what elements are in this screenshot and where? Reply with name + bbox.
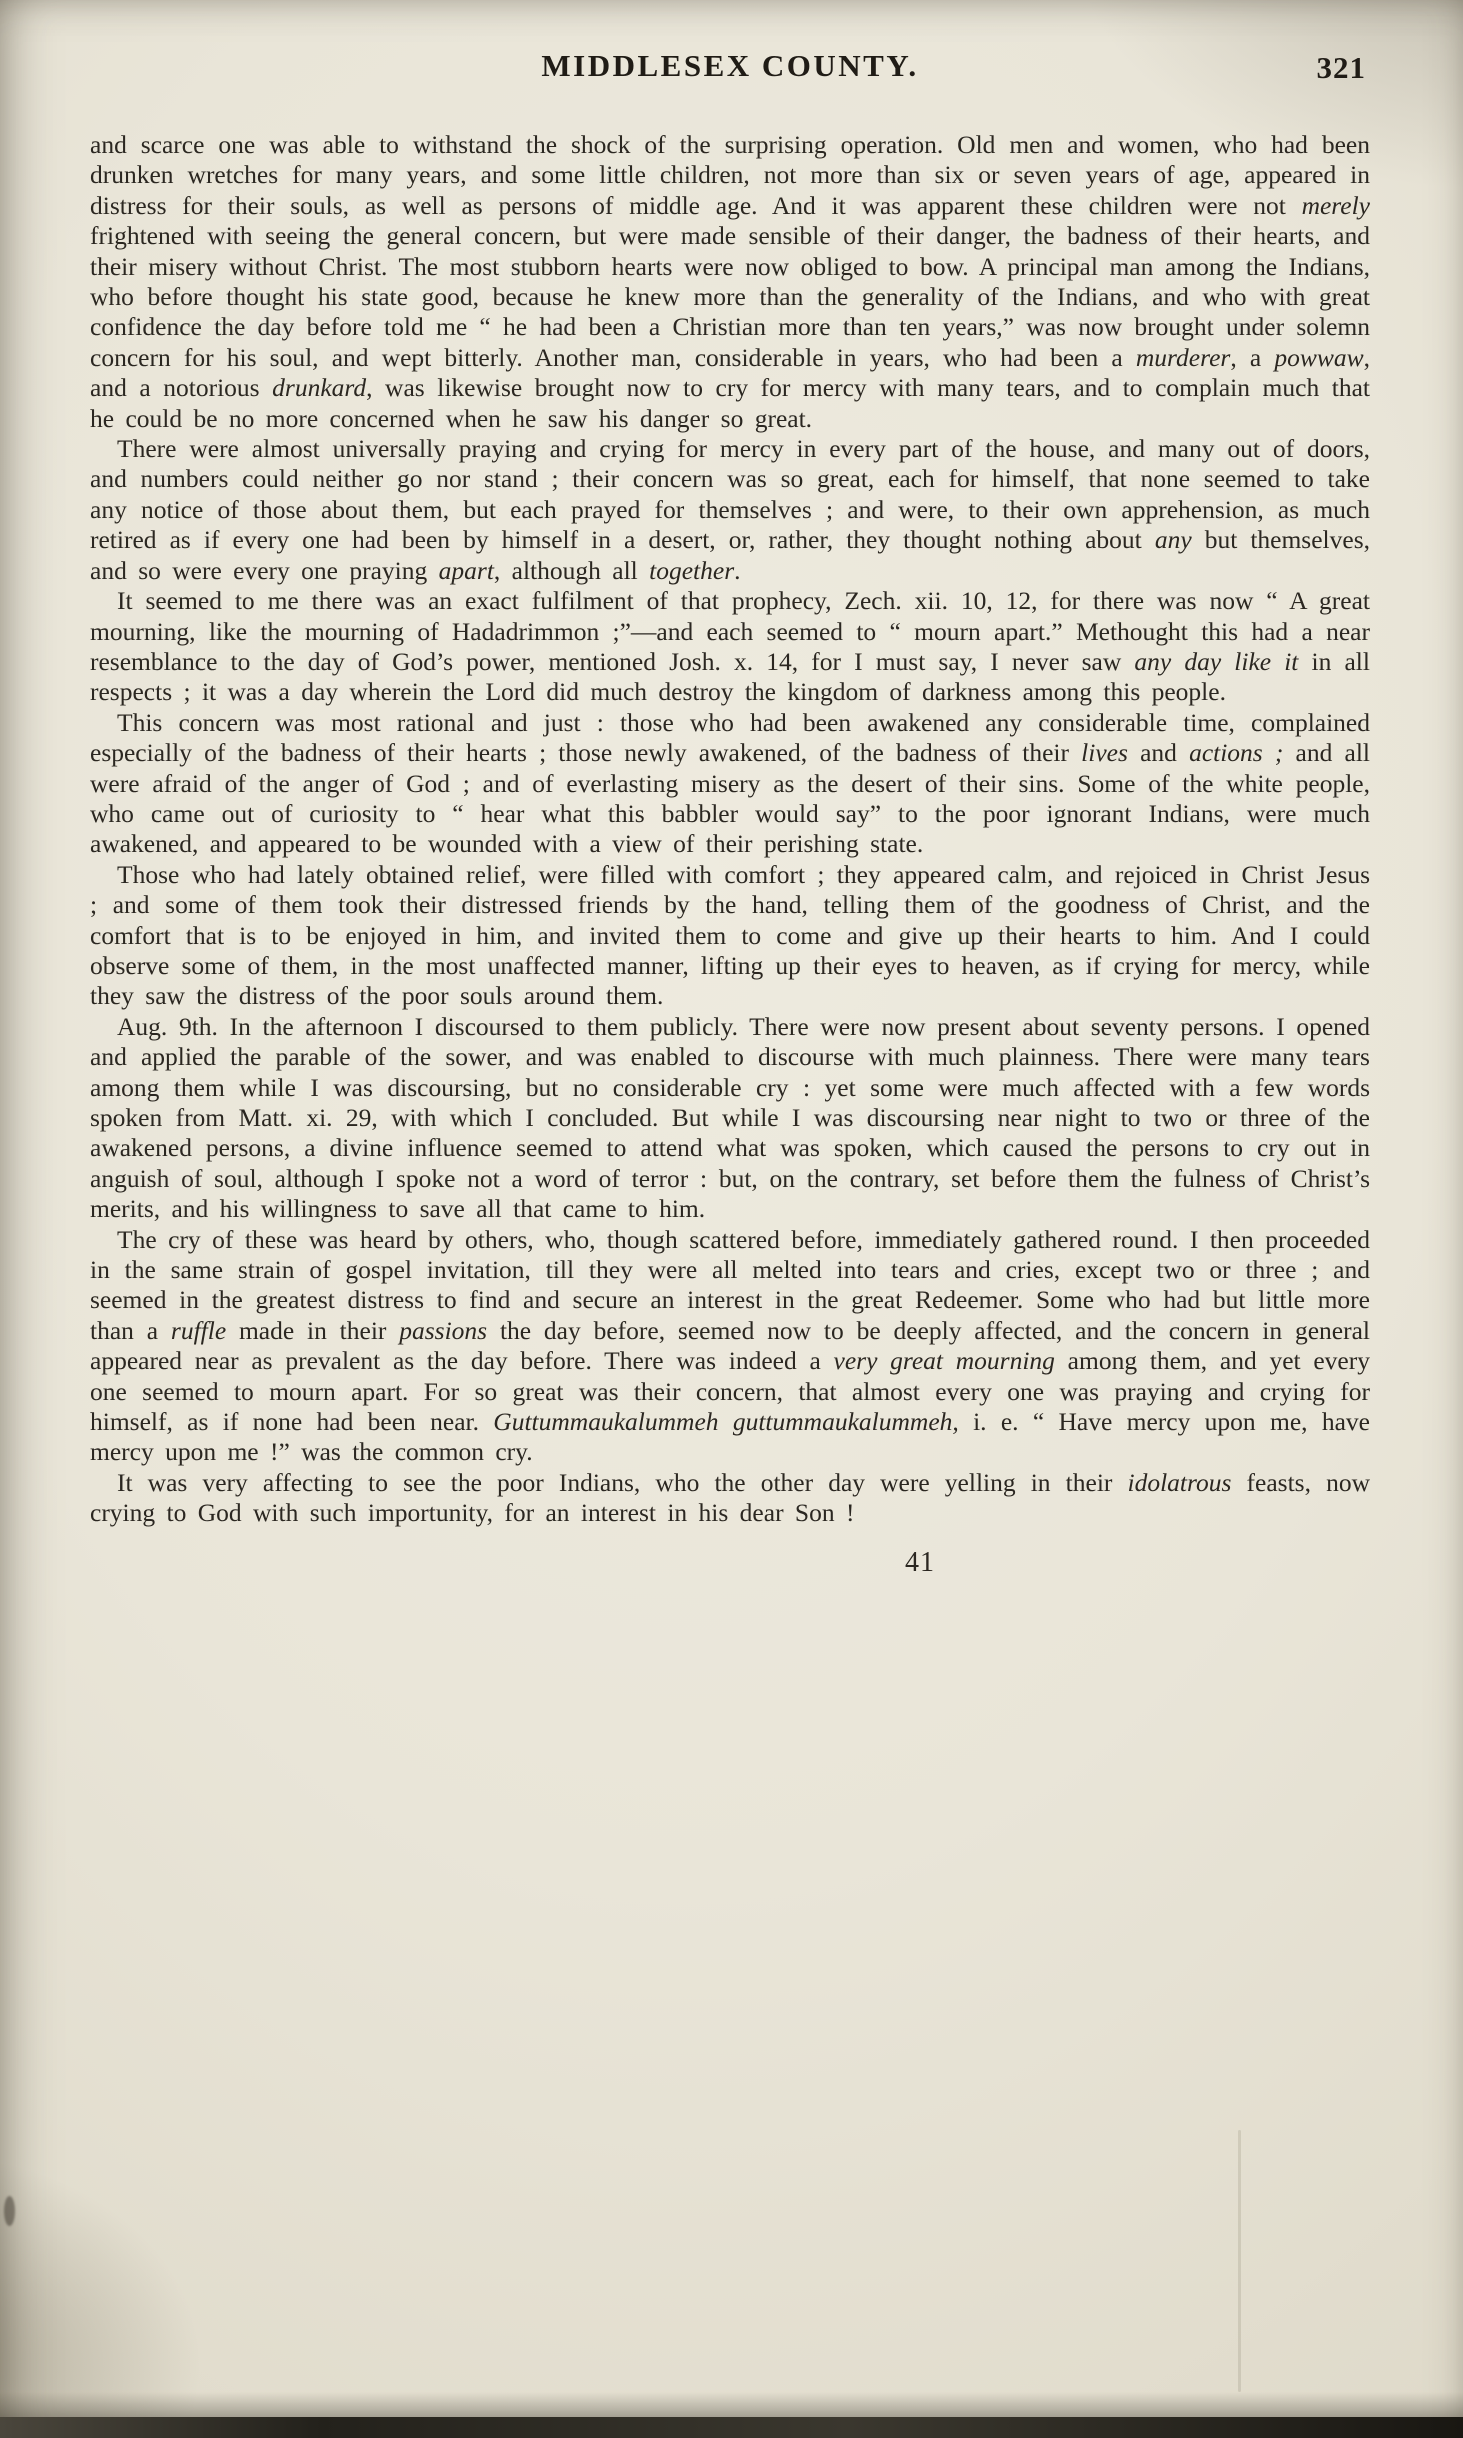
text-run: and all were afraid of the anger of God ; and of everlasting misery as the desert of their sins. Some of the white people, who came out of curiosity to “ hear what this babbler would say” to the poor ignorant Indians, were much awakened, and appeared to be wounded with a view of their perishing state. [90, 738, 1371, 859]
text-run: frightened with seeing the general concern, but were made sensible of their danger, the badness of their hearts, and their misery without Christ. The most stubborn hearts were now obliged to bow. A principal man among the Indians, who before thought his state good, because he knew more than the generality of the Indians, and who with great confidence the day before told me “ he had been a Christian more than ten years,” was now brought under solemn concern for his soul, and wept bitterly. Another man, considerable in years, who had been a [90, 221, 1370, 372]
text-run-italic: any [1154, 525, 1192, 555]
text-block [90, 130, 1370, 1529]
text-run-italic: very great mourning [833, 1346, 1055, 1376]
text-run: There were almost universally praying and crying for mercy in every part of the house, and many out of doors, and numbers could neither go nor stand ; their concern was so great, each for himself, that none seemed to take any notice of those about them, but each prayed for themselves ; and were, to their own apprehension, as much retired as if every one had been by himself in a desert, or, rather, they thought nothing about [90, 434, 1370, 555]
paragraph [90, 586, 1370, 708]
paragraph [90, 1468, 1370, 1529]
text-run: made in their [226, 1315, 400, 1345]
text-run: , and a notorious [90, 342, 1370, 403]
text-run: i. e. “ Have mercy upon me, have mercy upon me !” was the common cry. [90, 1407, 1370, 1467]
running-title: MIDDLESEX COUNTY. [541, 48, 919, 83]
text-run: It was very affecting to see the poor Indians, who the other day were yelling in their [117, 1467, 1128, 1497]
paragraph [90, 708, 1370, 860]
text-run-italic: any day like it [1134, 646, 1299, 676]
paragraph [90, 434, 1370, 586]
text-run: It seemed to me there was an exact fulfilment of that prophecy, Zech. xii. 10, 12, for there was now “ A great mourning, like the mourning of Hadadrimmon ;”—and each seemed to “ mourn apart.” Methought this had a near resemblance to the day of God’s power, mentioned Josh. x. 14, for I must say, I never saw [90, 586, 1370, 676]
page-header [90, 48, 1370, 92]
text-run-italic: actions ; [1189, 738, 1284, 768]
text-run: , was likewise brought now to cry for mercy with many tears, and to complain much that he could be no more concerned when he saw his danger so great. [90, 373, 1370, 433]
text-run-italic: powwaw [1274, 342, 1364, 372]
ink-speck [4, 2196, 15, 2226]
text-run: but themselves, and so were every one praying [90, 525, 1370, 585]
page-fold-line [1238, 2130, 1241, 2392]
paragraph [90, 1012, 1370, 1225]
scan-bottom-shadow [0, 2392, 1463, 2418]
text-run-italic: together [649, 555, 735, 585]
text-run-italic: drunkard [272, 373, 367, 403]
text-run: the day before, seemed now to be deeply affected, and the concern in general appeared near as prevalent as the day before. There was indeed a [90, 1315, 1370, 1376]
text-run: among them, and yet every one seemed to mourn apart. For so great was their concern, that almost every one was praying and crying for himself, as if none had been near. [90, 1346, 1370, 1437]
text-run-italic: ruffle [170, 1315, 227, 1345]
paragraph [90, 1225, 1370, 1468]
text-run: . [734, 555, 741, 585]
text-run: and scarce one was able to withstand the shock of the surprising operation. Old men and women, who had been drunken wretches for many years, and some little children, not more than six or seven years of age, appeared in distress for their souls, as well as persons of middle age. And it was apparent these children were not [90, 130, 1370, 220]
scan-bottom-edge [0, 2417, 1463, 2438]
signature-mark: 41 [905, 1546, 935, 1578]
text-run: This concern was most rational and just : those who had been awakened any considerable time, complained especially of the badness of their hearts ; those newly awakened, of the badness of their [90, 707, 1370, 768]
text-run: , a [1230, 342, 1275, 372]
text-run-italic: lives [1081, 738, 1128, 768]
text-run: Aug. 9th. In the afternoon I discoursed to them publicly. There were now present about seventy persons. I opened and applied the parable of the sower, and was enabled to discourse with much plainness. There were many tears among them while I was discoursing, but no considerable cry : yet some were much affected with a few words spoken from Matt. xi. 29, with which I concluded. But while I was discoursing near night to two or three of the awakened persons, a divine influence seemed to attend what was spoken, which caused the persons to cry out in anguish of soul, although I spoke not a word of terror : but, on the contrary, set before them the fulness of Christ’s merits, and his willingness to save all that came to him. [90, 1011, 1370, 1224]
text-run: feasts, now crying to God with such importunity, for an interest in his dear Son ! [90, 1467, 1370, 1528]
paragraph [90, 860, 1370, 1012]
text-run: in all respects ; it was a day wherein the Lord did much destroy the kingdom of darkness among this people. [90, 646, 1370, 707]
text-run-italic: merely [1301, 190, 1370, 220]
text-run-italic: murderer [1135, 342, 1231, 372]
paragraph [90, 130, 1370, 434]
text-run-italic: apart [438, 555, 494, 585]
page-number: 321 [1316, 50, 1366, 85]
text-run-italic: idolatrous [1127, 1467, 1232, 1497]
text-run-italic: Guttummaukalummeh guttummaukalummeh, [493, 1407, 959, 1437]
text-run: The cry of these was heard by others, who, though scattered before, immediately gathered round. I then proceeded in the same strain of gospel invitation, till they were all melted into tears and cries, except two or three ; and seemed in the greatest distress to find and secure an interest in the great Redeemer. Some who had but little more than a [90, 1224, 1370, 1345]
text-run: Those who had lately obtained relief, were filled with comfort ; they appeared calm, and rejoiced in Christ Jesus ; and some of them took their distressed friends by the hand, telling them of the goodness of Christ, and the comfort that is to be enjoyed in him, and invited them to come and give up their hearts to him. And I could observe some of them, in the most unaffected manner, lifting up their eyes to heaven, as if crying for mercy, while they saw the distress of the poor souls around them. [90, 859, 1370, 1011]
text-run-italic: passions [399, 1315, 488, 1345]
text-run: and [1127, 738, 1190, 768]
text-run: , although all [493, 555, 650, 585]
